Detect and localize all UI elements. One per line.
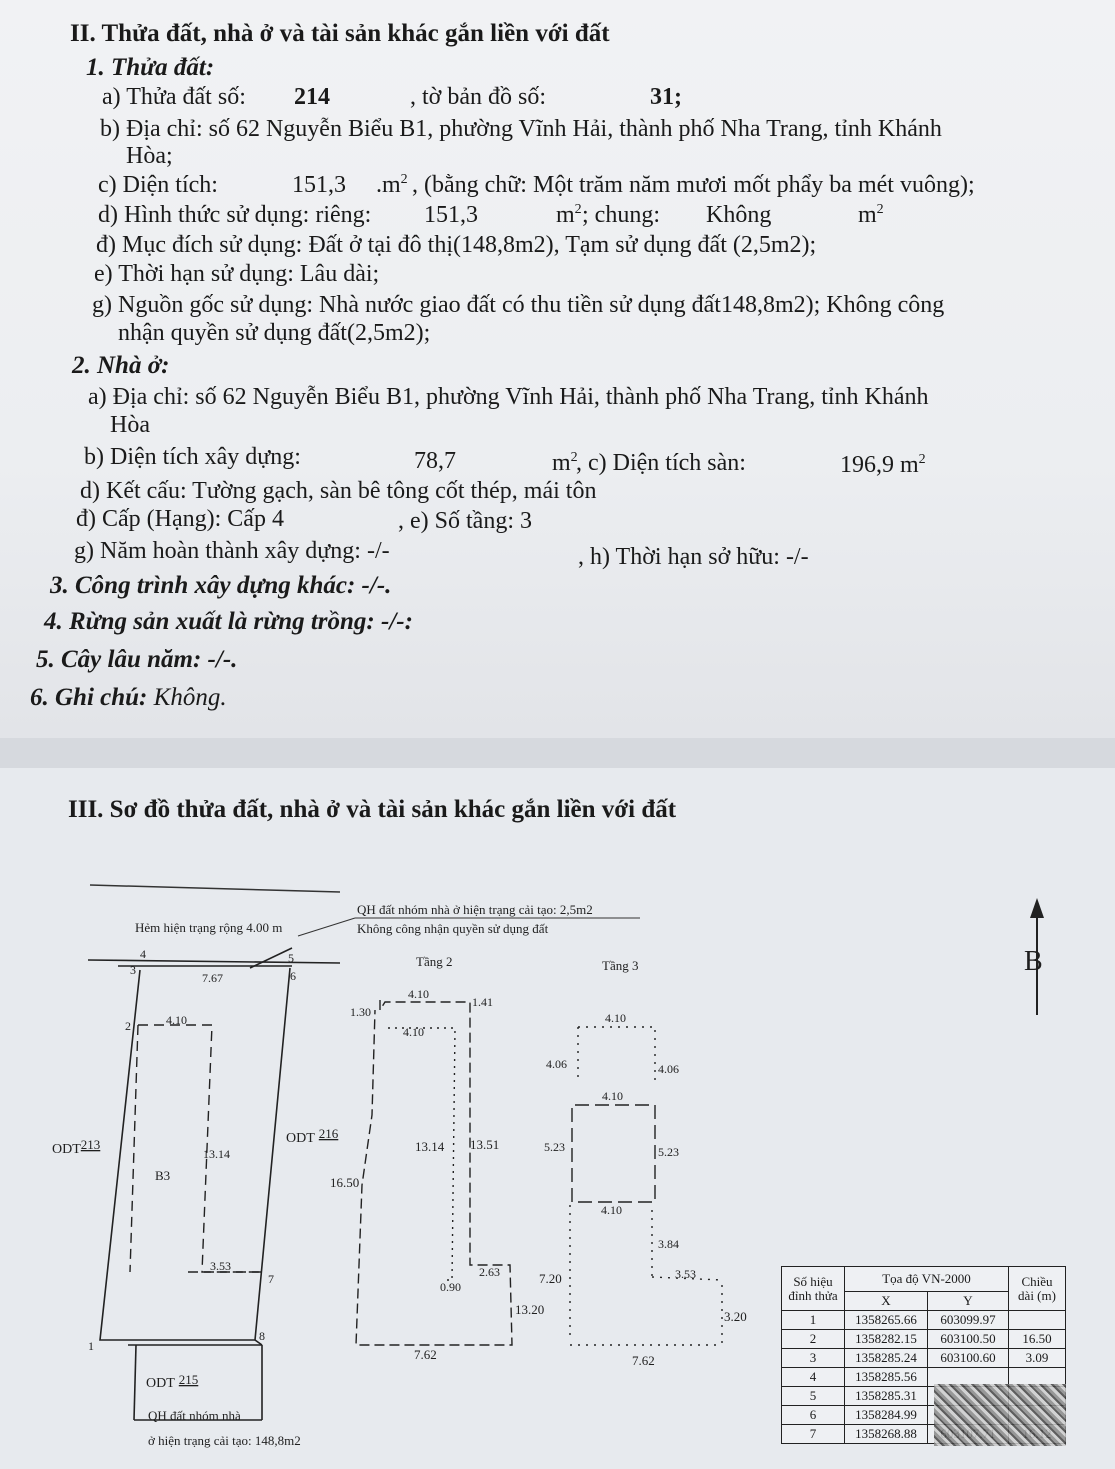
f3-dim-5-23-left: 5.23 [544, 1140, 565, 1154]
usage-shared-unit: $m^2$ [858, 202, 884, 228]
land-address-cont: Hòa; [126, 143, 173, 169]
f3-dim-3-84: 3.84 [658, 1237, 679, 1251]
build-area-label: b) Diện tích xây dựng: [84, 444, 301, 470]
f3-dim-4-06-left: 4.06 [546, 1057, 567, 1071]
f2-dim-1-41: 1.41 [472, 995, 493, 1009]
cell-y: 603100.60 [928, 1349, 1009, 1368]
qh-top-line1: QH đất nhóm nhà ở hiện trạng cải tạo: 2,5m2 [357, 902, 593, 917]
table-row [782, 1311, 1066, 1330]
page-gap [0, 738, 1115, 768]
block-b3: B3 [155, 1168, 171, 1183]
odt-216-code: ODT [286, 1131, 315, 1146]
usage-purpose: đ) Mục đích sử dụng: Đất ở tại đô thị(148,8m2), Tạm sử dụng đất (2,5m2); [96, 232, 817, 258]
odt-213 [52, 1137, 100, 1157]
map-sheet-label: , tờ bản đồ số: [410, 84, 547, 110]
odt-216-number: 216 [318, 1126, 339, 1141]
point-3: 3 [130, 963, 136, 977]
house-address: a) Địa chỉ: số 62 Nguyễn Biểu B1, phường Vĩnh Hải, thành phố Nha Trang, tỉnh Khánh [88, 384, 929, 410]
table-row [782, 1330, 1066, 1349]
odt-215 [146, 1372, 198, 1391]
dim-4-10-plot: 4.10 [166, 1013, 187, 1027]
cell-id: 7 [782, 1425, 845, 1444]
col-vertex-id: Số hiệu đỉnh thửa [782, 1267, 845, 1311]
house-heading: 2. Nhà ở: [72, 352, 170, 379]
point-6: 6 [290, 969, 296, 983]
odt-215-code: ODT [146, 1376, 175, 1391]
f3-dim-4-10-top: 4.10 [605, 1011, 626, 1025]
cell-id: 5 [782, 1387, 845, 1406]
cell-x: 1358285.31 [845, 1387, 928, 1406]
dim-13-14-plot: 13.14 [203, 1147, 230, 1161]
build-area-unit-text: m [552, 450, 571, 476]
odt-215-number: 215 [178, 1372, 199, 1387]
f2-dim-13-14: 13.14 [415, 1139, 445, 1154]
usage-term: e) Thời hạn sử dụng: Lâu dài; [94, 261, 380, 287]
floors: , e) Số tầng: 3 [398, 508, 532, 534]
land-number-label: a) Thửa đất số: [102, 84, 246, 110]
point-5: 5 [288, 951, 294, 965]
col-length: Chiều dài (m) [1009, 1267, 1066, 1311]
floor-area-value: 196,9 $m^2$ [840, 452, 926, 478]
cell-x: 1358285.24 [845, 1349, 928, 1368]
cell-len: 3.09 [1009, 1349, 1066, 1368]
dim-7-67: 7.67 [202, 971, 223, 985]
floor-area-label: , c) Diện tích sàn: [576, 450, 746, 476]
cell-y: 603100.50 [928, 1330, 1009, 1349]
point-2: 2 [125, 1019, 131, 1033]
f3-dim-5-23-right: 5.23 [658, 1145, 679, 1159]
land-heading: 1. Thửa đất: [86, 54, 215, 81]
f3-dim-3-53: 3.53 [675, 1267, 696, 1281]
qh-bottom-line1: QH đất nhóm nhà [148, 1408, 241, 1423]
usage-shared-label: ; chung: [582, 202, 660, 228]
note-value: Không. [147, 684, 227, 711]
odt-213-number: 213 [80, 1137, 101, 1152]
odt-213-code: ODT [52, 1142, 81, 1157]
redacted-area [934, 1384, 1066, 1446]
floor2-outline [356, 1000, 512, 1345]
usage-private-unit: $m^2$ [556, 202, 582, 228]
f3-dim-4-06-right: 4.06 [658, 1062, 679, 1076]
usage-private-unit-text: m [556, 202, 575, 228]
f2-dim-13-20: 13.20 [515, 1302, 545, 1317]
f3-dim-3-20: 3.20 [724, 1309, 747, 1324]
structure: d) Kết cấu: Tường gạch, sàn bê tông cốt thép, mái tôn [80, 478, 597, 504]
usage-origin-cont: nhận quyền sử dụng đất(2,5m2); [118, 320, 431, 346]
build-area-unit: $m^2$ [552, 450, 578, 476]
cell-id: 1 [782, 1311, 845, 1330]
land-address: b) Địa chỉ: số 62 Nguyễn Biểu B1, phường Vĩnh Hải, thành phố Nha Trang, tỉnh Khánh [100, 116, 942, 142]
floor3-outline [570, 1027, 722, 1345]
cell-id: 6 [782, 1406, 845, 1425]
area-unit-text: .m [376, 172, 401, 198]
cell-x: 1358265.66 [845, 1311, 928, 1330]
grade: đ) Cấp (Hạng): Cấp 4 [76, 506, 284, 532]
col-x: X [845, 1292, 928, 1311]
planted-forest: 4. Rừng sản xuất là rừng trồng: -/-: [44, 608, 413, 635]
cell-id: 4 [782, 1368, 845, 1387]
usage-origin: g) Nguồn gốc sử dụng: Nhà nước giao đất có thu tiền sử dụng đất148,8m2); Không công [92, 292, 945, 318]
cell-len: 16.50 [1009, 1330, 1066, 1349]
ownership-term: , h) Thời hạn sở hữu: -/- [578, 544, 809, 570]
cell-y: 603099.97 [928, 1311, 1009, 1330]
section-3-title: III. Sơ đồ thửa đất, nhà ở và tài sản khác gắn liền với đất [68, 796, 677, 823]
f2-dim-7-62: 7.62 [414, 1347, 437, 1362]
alley-label: Hẻm hiện trạng rộng 4.00 m [135, 920, 283, 935]
cell-x: 1358284.99 [845, 1406, 928, 1425]
area-label: c) Diện tích: [98, 172, 218, 198]
qh-top-line2: Không công nhận quyền sử dụng đất [357, 921, 549, 936]
col-coordinates: Tọa độ VN-2000 [845, 1267, 1009, 1292]
qh-bottom-line2: ở hiện trạng cải tạo: 148,8m2 [148, 1433, 301, 1448]
f2-dim-13-51: 13.51 [470, 1137, 500, 1152]
cell-id: 2 [782, 1330, 845, 1349]
area-unit: $.m^2$ [376, 172, 408, 198]
map-sheet-number: 31; [650, 84, 682, 110]
f3-dim-7-20: 7.20 [539, 1271, 562, 1286]
completion-year: g) Năm hoàn thành xây dựng: -/- [74, 538, 390, 564]
floor3-room [572, 1105, 655, 1202]
cell-x: 1358282.15 [845, 1330, 928, 1349]
usage-private-value: 151,3 [424, 202, 478, 228]
f2-dim-4-10-inner: 4.10 [403, 1025, 424, 1039]
f3-dim-4-10-mid: 4.10 [602, 1089, 623, 1103]
usage-shared-unit-text: m [858, 202, 877, 228]
col-y: Y [928, 1292, 1009, 1311]
dim-3-53-plot: 3.53 [210, 1259, 231, 1273]
note-label: 6. Ghi chú: [30, 684, 148, 711]
perennial-trees: 5. Cây lâu năm: -/-. [36, 646, 238, 673]
table-row [782, 1349, 1066, 1368]
floor-area-value-text: 196,9 m [840, 452, 919, 478]
other-works: 3. Công trình xây dựng khác: -/-. [50, 572, 392, 599]
f2-dim-4-10: 4.10 [408, 987, 429, 1001]
north-label: B [1024, 946, 1043, 977]
f2-dim-1-30: 1.30 [350, 1005, 371, 1019]
cell-id: 3 [782, 1349, 845, 1368]
usage-form-label: d) Hình thức sử dụng: riêng: [98, 202, 372, 228]
land-number: 214 [294, 84, 330, 110]
section-2-title: II. Thửa đất, nhà ở và tài sản khác gắn liền với đất [70, 20, 610, 47]
point-7: 7 [268, 1272, 274, 1286]
area-value: 151,3 [292, 172, 346, 198]
f2-dim-2-63: 2.63 [479, 1265, 500, 1279]
point-1: 1 [88, 1339, 94, 1353]
f2-dim-16-50: 16.50 [330, 1175, 360, 1190]
floor3-label: Tầng 3 [602, 958, 639, 973]
build-area-value: 78,7 [414, 448, 456, 474]
floor2-label: Tầng 2 [416, 954, 453, 969]
point-4: 4 [140, 947, 146, 961]
house-address-cont: Hòa [110, 412, 150, 438]
odt-216 [286, 1126, 339, 1146]
plot-inner-dashed [130, 1025, 262, 1272]
cell-x: 1358285.56 [845, 1368, 928, 1387]
f2-dim-0-90: 0.90 [440, 1280, 461, 1294]
f3-dim-4-10-low: 4.10 [601, 1203, 622, 1217]
f3-dim-7-62: 7.62 [632, 1353, 655, 1368]
note-line [30, 684, 227, 712]
cell-len [1009, 1311, 1066, 1330]
cell-x: 1358268.88 [845, 1425, 928, 1444]
floor2-inner [388, 1028, 455, 1280]
usage-shared-value: Không [706, 202, 772, 228]
point-8: 8 [259, 1329, 265, 1343]
area-in-words: , (bằng chữ: Một trăm năm mươi mốt phẩy ba mét vuông); [412, 172, 975, 198]
